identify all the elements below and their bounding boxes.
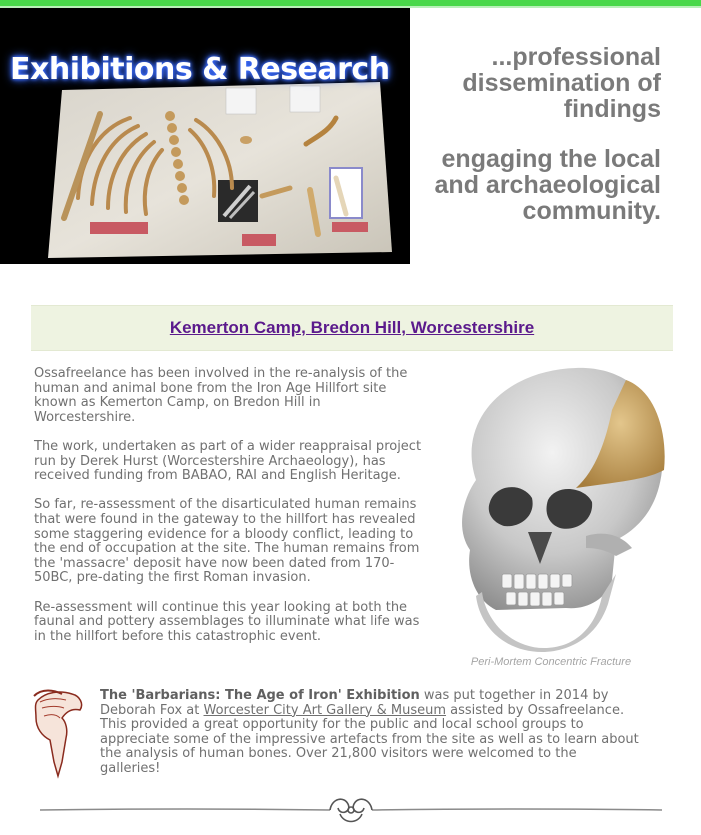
hero-banner — [0, 8, 410, 264]
article-paragraph-2: The work, undertaken as part of a wider reappraisal project run by Derek Hurst (Worcestershire Archaeology), has received funding from BABAO, RAI and English Heritage. — [34, 438, 422, 484]
exhibition-text-1: was put together in 2014 by Deborah Fox at — [100, 688, 609, 718]
article-paragraph-1: Ossafreelance has been involved in the re-analysis of the human and animal bone from the Iron Age Hillfort site known as Kemerton Camp, on Bredon Hill in Worcestershire. — [34, 366, 408, 425]
bone-display-photo — [0, 8, 410, 264]
tagline-line2: engaging the local and archaeological community. — [434, 145, 661, 225]
exhibition-text-2: assisted by Ossafreelance. This provided a great opportunity for the public and local school groups to appreciate some of the impressive artefacts from the site as well as to learn about the analysis of human bones. Over 21,800 visitors were welcomed to the galleries! — [100, 702, 639, 776]
hero-title: Exhibitions & Research — [10, 52, 390, 87]
section-banner — [31, 305, 673, 351]
kemerton-camp-link[interactable]: Kemerton Camp, Bredon Hill, Worcestershire — [169, 318, 535, 337]
exhibition-title: The 'Barbarians: The Age of Iron' Exhibition — [100, 688, 420, 703]
tagline — [411, 44, 661, 224]
article-body — [34, 367, 424, 659]
skull-fracture-image — [436, 360, 668, 652]
article-paragraph-3: So far, re-assessment of the disarticulated human remains that were found in the gateway to the hillfort has revealed some staggering evidence for a bloody conflict, leading to the end of occupation at the site. The human remains from the 'massacre' deposit have now been dated from 170-50BC, pre-dating the first Roman invasion. — [34, 497, 420, 586]
ornamental-divider — [40, 788, 662, 828]
article-paragraph-4: Re-assessment will continue this year looking at both the faunal and pottery assemblages to illuminate what life was in the hillfort before this catastrophic event. — [34, 599, 420, 644]
worcester-museum-link[interactable]: Worcester City Art Gallery & Museum — [203, 702, 447, 718]
tagline-line1: ...professional dissemination of findings — [462, 43, 661, 123]
exhibition-paragraph — [100, 689, 640, 777]
pointing-hand-icon — [32, 688, 86, 780]
skull-caption: Peri-Mortem Concentric Fracture — [470, 656, 632, 668]
